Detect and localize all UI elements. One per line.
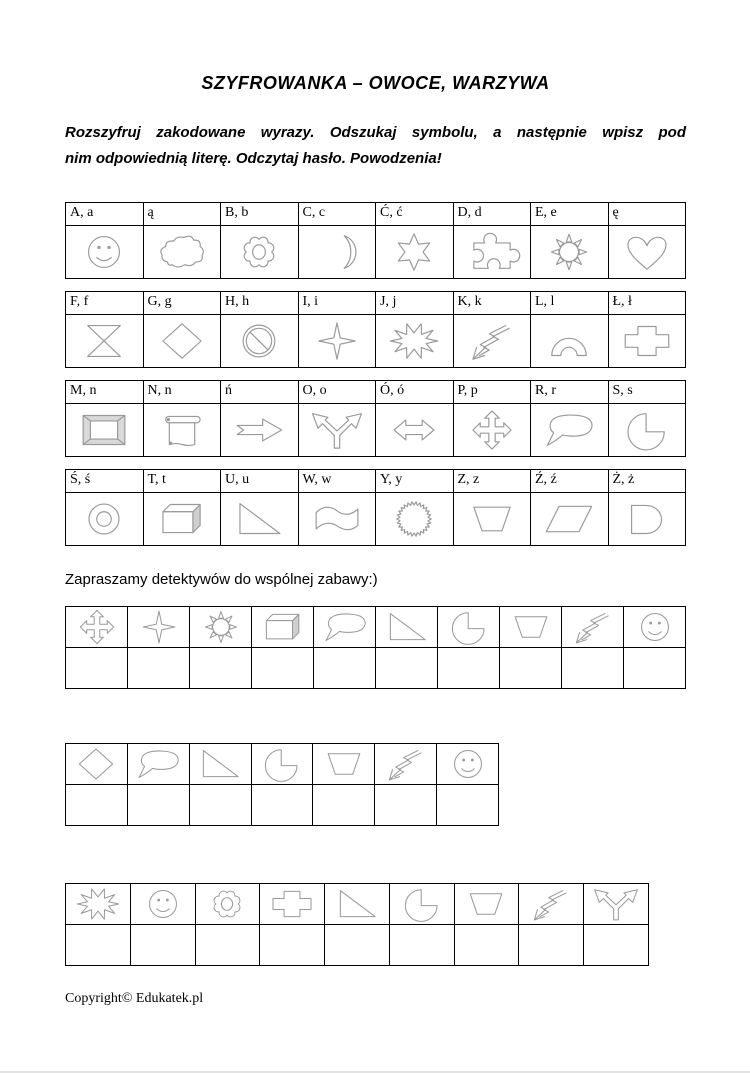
puzzle-answer-row	[66, 925, 649, 966]
puzzle-symbol-cell	[438, 607, 500, 648]
speech-bubble-icon	[540, 407, 598, 453]
puzzle-symbol-cell	[519, 884, 584, 925]
cipher-symbol-cell	[66, 226, 144, 279]
lightning-icon	[521, 885, 581, 923]
puzzle-symbol-cell	[130, 884, 195, 925]
cipher-symbol-cell	[66, 493, 144, 546]
trapezoid-icon	[314, 745, 374, 783]
cipher-symbol-cell	[298, 226, 376, 279]
cipher-letter-cell: A, a	[66, 203, 144, 226]
puzzles-section	[65, 606, 686, 966]
cross-icon	[262, 885, 322, 923]
answer-cell	[128, 648, 190, 689]
trapezoid-icon	[501, 608, 561, 646]
cipher-letter-cell: L, l	[531, 292, 609, 315]
puzzle-symbol-cell	[189, 744, 251, 785]
six-point-star-icon	[385, 229, 443, 275]
speech-bubble-icon	[315, 608, 375, 646]
pacman-icon	[252, 745, 312, 783]
cipher-symbol-cell	[66, 315, 144, 368]
puzzle-symbol-cell	[624, 607, 686, 648]
smiley-icon	[133, 885, 193, 923]
answer-cell	[376, 648, 438, 689]
cipher-letter-cell: Y, y	[376, 470, 454, 493]
cross-icon	[618, 318, 676, 364]
answer-cell	[438, 648, 500, 689]
puzzle-symbol-cell	[375, 744, 437, 785]
striped-arrow-icon	[230, 407, 288, 453]
puzzle-symbol-cell	[314, 607, 376, 648]
answer-cell	[66, 925, 131, 966]
cipher-symbol-cell	[221, 226, 299, 279]
cipher-letter-cell: S, s	[608, 381, 686, 404]
cipher-symbol-cell	[453, 404, 531, 457]
puzzle-table-3	[65, 883, 649, 966]
page-edge-line	[0, 1071, 750, 1073]
pacman-icon	[618, 407, 676, 453]
answer-cell	[189, 785, 251, 826]
cipher-letter-cell: R, r	[531, 381, 609, 404]
wave-flag-icon	[308, 496, 366, 542]
cipher-letter-row	[66, 292, 686, 315]
smiley-icon	[625, 608, 685, 646]
answer-cell	[313, 785, 375, 826]
cipher-letter-cell: ą	[143, 203, 221, 226]
answer-cell	[454, 925, 519, 966]
cipher-symbol-cell	[531, 404, 609, 457]
trapezoid-icon	[456, 885, 516, 923]
puzzle-symbol-cell	[313, 744, 375, 785]
flower-icon	[197, 885, 257, 923]
cipher-key-section	[65, 202, 686, 546]
cipher-letter-cell: I, i	[298, 292, 376, 315]
cipher-letter-cell: Ź, ź	[531, 470, 609, 493]
puzzle-symbol-row	[66, 884, 649, 925]
cipher-symbol-cell	[298, 493, 376, 546]
cipher-letter-cell: W, w	[298, 470, 376, 493]
cipher-letter-cell: Ć, ć	[376, 203, 454, 226]
pacman-icon	[392, 885, 452, 923]
puzzle-symbol-cell	[584, 884, 649, 925]
puzzle-symbol-cell	[251, 744, 313, 785]
cipher-key-table-2	[65, 291, 686, 368]
half-disc-icon	[618, 496, 676, 542]
answer-cell	[437, 785, 499, 826]
answer-cell	[251, 785, 313, 826]
lightning-icon	[463, 318, 521, 364]
cipher-symbol-cell	[143, 226, 221, 279]
burst-icon	[385, 318, 443, 364]
instructions-line-2: nim odpowiednią literę. Odczytaj hasło. Powodzenia!	[65, 150, 442, 167]
puzzle-symbol-cell	[128, 607, 190, 648]
puzzle-symbol-cell	[325, 884, 390, 925]
cipher-symbol-cell	[143, 315, 221, 368]
donut-icon	[75, 496, 133, 542]
speech-bubble-icon	[128, 745, 188, 783]
cipher-letter-cell: Ś, ś	[66, 470, 144, 493]
trapezoid-icon	[463, 496, 521, 542]
cipher-symbol-row	[66, 315, 686, 368]
answer-cell	[66, 648, 128, 689]
four-way-arrow-icon	[463, 407, 521, 453]
cipher-letter-cell: B, b	[221, 203, 299, 226]
answer-cell	[195, 925, 260, 966]
puzzle-symbol-cell	[437, 744, 499, 785]
answer-cell	[375, 785, 437, 826]
cipher-letter-cell: ń	[221, 381, 299, 404]
flower-icon	[230, 229, 288, 275]
cipher-symbol-cell	[608, 493, 686, 546]
cipher-symbol-cell	[66, 404, 144, 457]
instructions-line-1: Rozszyfruj zakodowane wyrazy. Odszukaj symbolu, a następnie wpisz pod	[65, 124, 686, 141]
right-triangle-icon	[190, 745, 250, 783]
cloud-icon	[153, 229, 211, 275]
cipher-letter-cell: D, d	[453, 203, 531, 226]
lightning-icon	[376, 745, 436, 783]
answer-cell	[624, 648, 686, 689]
cipher-symbol-cell	[608, 315, 686, 368]
cipher-letter-cell: ę	[608, 203, 686, 226]
puzzle-symbol-cell	[66, 884, 131, 925]
puzzle-symbol-cell	[190, 607, 252, 648]
fork-arrow-icon	[308, 407, 366, 453]
invite-text: Zapraszamy detektywów do wspólnej zabawy:)	[65, 571, 378, 588]
cipher-symbol-cell	[531, 226, 609, 279]
cipher-symbol-row	[66, 404, 686, 457]
box-3d-icon	[253, 608, 313, 646]
pacman-icon	[439, 608, 499, 646]
picture-frame-icon	[75, 407, 133, 453]
crescent-moon-icon	[308, 229, 366, 275]
smiley-icon	[438, 745, 498, 783]
cipher-symbol-row	[66, 493, 686, 546]
cipher-symbol-cell	[531, 493, 609, 546]
cipher-symbol-cell	[453, 315, 531, 368]
answer-cell	[519, 925, 584, 966]
lightning-icon	[563, 608, 623, 646]
cipher-letter-cell: K, k	[453, 292, 531, 315]
puzzle-answer-row	[66, 648, 686, 689]
cipher-symbol-cell	[143, 404, 221, 457]
puzzle-symbol-cell	[260, 884, 325, 925]
cipher-symbol-cell	[608, 404, 686, 457]
answer-cell	[260, 925, 325, 966]
puzzle-symbol-cell	[454, 884, 519, 925]
answer-cell	[325, 925, 390, 966]
cipher-symbol-cell	[221, 404, 299, 457]
cipher-symbol-cell	[298, 315, 376, 368]
page-title: SZYFROWANKA – OWOCE, WARZYWA	[201, 73, 550, 93]
puzzle-table-2	[65, 743, 499, 826]
puzzle-symbol-row	[66, 744, 499, 785]
sun-icon	[191, 608, 251, 646]
puzzle-symbol-cell	[127, 744, 189, 785]
answer-cell	[130, 925, 195, 966]
answer-cell	[500, 648, 562, 689]
double-arrow-icon	[385, 407, 443, 453]
puzzle-symbol-cell	[252, 607, 314, 648]
cipher-letter-cell: Ł, ł	[608, 292, 686, 315]
heart-icon	[618, 229, 676, 275]
cipher-symbol-cell	[221, 315, 299, 368]
scroll-icon	[153, 407, 211, 453]
puzzle-symbol-cell	[66, 744, 128, 785]
burst-icon	[68, 885, 128, 923]
four-way-arrow-icon	[67, 608, 127, 646]
cipher-letter-cell: T, t	[143, 470, 221, 493]
answer-cell	[562, 648, 624, 689]
instructions-text	[65, 120, 686, 172]
cipher-letter-cell: C, c	[298, 203, 376, 226]
diamond-icon	[66, 745, 126, 783]
puzzle-symbol-cell	[500, 607, 562, 648]
right-triangle-icon	[327, 885, 387, 923]
cipher-letter-cell: F, f	[66, 292, 144, 315]
cipher-letter-cell: O, o	[298, 381, 376, 404]
cipher-letter-cell: Ó, ó	[376, 381, 454, 404]
cipher-letter-cell: Ż, ż	[608, 470, 686, 493]
cipher-letter-cell: N, n	[143, 381, 221, 404]
cipher-letter-cell: Z, z	[453, 470, 531, 493]
puzzle-symbol-row	[66, 607, 686, 648]
puzzle-symbol-cell	[389, 884, 454, 925]
smiley-icon	[75, 229, 133, 275]
cipher-symbol-cell	[376, 493, 454, 546]
puzzle-piece-icon	[463, 229, 521, 275]
puzzle-answer-row	[66, 785, 499, 826]
cipher-key-table-3	[65, 380, 686, 457]
cipher-key-table-4	[65, 469, 686, 546]
cipher-letter-cell: P, p	[453, 381, 531, 404]
cipher-letter-row	[66, 381, 686, 404]
cipher-symbol-cell	[298, 404, 376, 457]
puzzle-symbol-cell	[376, 607, 438, 648]
cipher-symbol-cell	[376, 404, 454, 457]
cipher-symbol-cell	[376, 315, 454, 368]
zigzag-circle-icon	[385, 496, 443, 542]
cipher-symbol-cell	[376, 226, 454, 279]
cipher-symbol-cell	[453, 493, 531, 546]
four-point-star-icon	[129, 608, 189, 646]
parallelogram-icon	[540, 496, 598, 542]
puzzle-symbol-cell	[562, 607, 624, 648]
fork-arrow-icon	[586, 885, 646, 923]
cipher-symbol-cell	[453, 226, 531, 279]
box-3d-icon	[153, 496, 211, 542]
arch-icon	[540, 318, 598, 364]
diamond-icon	[153, 318, 211, 364]
cipher-symbol-row	[66, 226, 686, 279]
cipher-letter-cell: J, j	[376, 292, 454, 315]
cipher-symbol-cell	[608, 226, 686, 279]
puzzle-table-1	[65, 606, 686, 689]
answer-cell	[314, 648, 376, 689]
puzzle-symbol-cell	[195, 884, 260, 925]
cipher-letter-cell: U, u	[221, 470, 299, 493]
cipher-letter-row	[66, 203, 686, 226]
puzzle-symbol-cell	[66, 607, 128, 648]
answer-cell	[66, 785, 128, 826]
cipher-letter-cell: E, e	[531, 203, 609, 226]
cipher-letter-cell: H, h	[221, 292, 299, 315]
answer-cell	[190, 648, 252, 689]
sun-icon	[540, 229, 598, 275]
cipher-key-table-1	[65, 202, 686, 279]
cipher-letter-row	[66, 470, 686, 493]
cipher-symbol-cell	[531, 315, 609, 368]
four-point-star-icon	[308, 318, 366, 364]
cipher-symbol-cell	[221, 493, 299, 546]
answer-cell	[127, 785, 189, 826]
hourglass-icon	[75, 318, 133, 364]
answer-cell	[389, 925, 454, 966]
cipher-letter-cell: M, n	[66, 381, 144, 404]
answer-cell	[584, 925, 649, 966]
cipher-letter-cell: G, g	[143, 292, 221, 315]
answer-cell	[252, 648, 314, 689]
right-triangle-icon	[377, 608, 437, 646]
cipher-symbol-cell	[143, 493, 221, 546]
copyright-text: Copyright© Edukatek.pl	[65, 991, 204, 1006]
no-entry-icon	[230, 318, 288, 364]
right-triangle-icon	[230, 496, 288, 542]
